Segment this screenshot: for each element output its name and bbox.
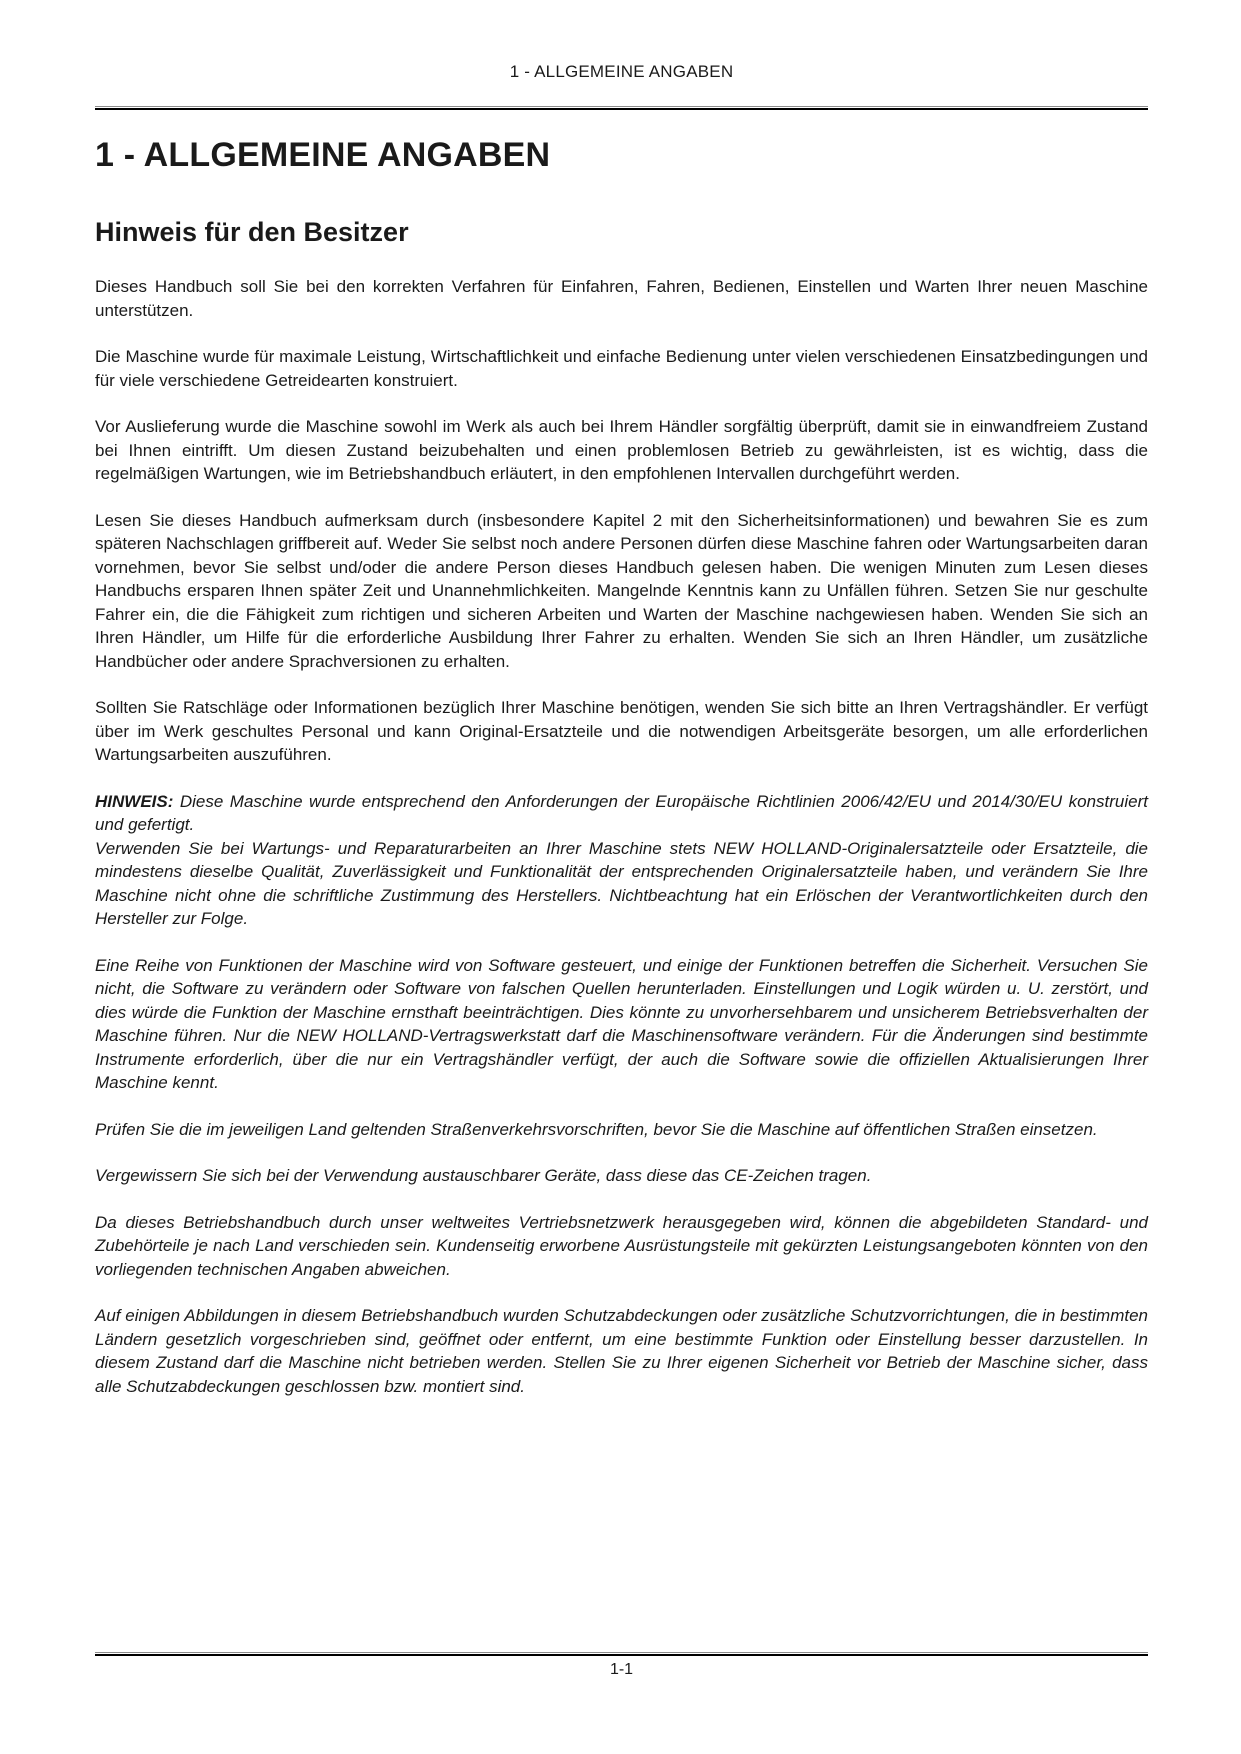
paragraph-pre-delivery: Vor Auslieferung wurde die Maschine sowohl im Werk als auch bei Ihrem Händler sorgfältig überprüft, damit sie in einwandfreiem Zustand bei Ihnen eintrifft. Um diesen Zustand beizubehalten und einen problemlosen Betrieb zu gewährleisten, ist es wichtig, dass die regelmäßigen Wartungen, wie im Betriebshandbuch erläutert, in den empfohlenen Intervallen durchgeführt werden.	[95, 417, 1148, 484]
paragraph-intro: Dieses Handbuch soll Sie bei den korrekten Verfahren für Einfahren, Fahren, Bedienen, Einstellen und Warten Ihrer neuen Maschine unterstützen.	[95, 277, 1148, 320]
paragraph-read-manual: Lesen Sie dieses Handbuch aufmerksam durch (insbesondere Kapitel 2 mit den Sicherheitsinformationen) und bewahren Sie es zum späteren Nachschlagen griffbereit auf. Weder Sie selbst noch andere Personen dürfen diese Maschine fahren oder Wartungsarbeiten daran vornehmen, bevor Sie selbst und/oder die andere Person dieses Handbuch gelesen haben. Die wenigen Minuten zum Lesen dieses Handbuchs ersparen Ihnen später Zeit und Unannehmlichkeiten. Mangelnde Kenntnis kann zu Unfällen führen. Setzen Sie nur geschulte Fahrer ein, die die Fähigkeit zum richtigen und sicheren Arbeiten und Warten der Maschine nachgewiesen haben. Wenden Sie sich an Ihren Händler, um Hilfe für die erforderliche Ausbildung Ihrer Fahrer zu erhalten. Wenden Sie sich an Ihren Händler, um zusätzliche Handbücher oder andere Sprachversionen zu erhalten.	[95, 510, 1148, 671]
paragraph-machine-design: Die Maschine wurde für maximale Leistung, Wirtschaftlichkeit und einfache Bedienung unter vielen verschiedenen Einsatzbedingungen und für viele verschiedene Getreidearten konstruiert.	[95, 347, 1148, 390]
paragraph-guards-shields: Auf einigen Abbildungen in diesem Betriebshandbuch wurden Schutzabdeckungen oder zusätzliche Schutzvorrichtungen, die in bestimmten Ländern gesetzlich vorgeschrieben sind, geöffnet oder entfernt, um eine bestimmte Funktion oder Einstellung besser darzustellen. In diesem Zustand darf die Maschine nicht betrieben werden. Stellen Sie zu Ihrer eigenen Sicherheit vor Betrieb der Maschine sicher, dass alle Schutzabdeckungen geschlossen bzw. montiert sind.	[95, 1306, 1148, 1396]
paragraph-dealer-advice: Sollten Sie Ratschläge oder Informationen bezüglich Ihrer Maschine benötigen, wenden Sie sich bitte an Ihren Vertragshändler. Er verfügt über im Werk geschultes Personal und kann Original-Ersatzteile und die notwendigen Arbeitsgeräte besorgen, um alle erforderlichen Wartungsarbeiten auszuführen.	[95, 698, 1148, 765]
header-rule-dark-line	[95, 108, 1148, 110]
note-text-original-parts: Verwenden Sie bei Wartungs- und Reparaturarbeiten an Ihrer Maschine stets NEW HOLLAND-Originalersatzteile oder Ersatzteile, die mindestens dieselbe Qualität, Zuverlässigkeit und Funktionalität der entsprechenden Originalersatzteile haben, und verändern Sie Ihre Maschine nicht ohne die schriftliche Zustimmung des Herstellers. Nichtbeachtung hat ein Erlöschen der Verantwortlichkeiten durch den Hersteller zur Folge.	[95, 838, 1148, 929]
running-header: 1 - ALLGEMEINE ANGABEN	[509, 62, 734, 81]
body-text	[95, 275, 1148, 1398]
chapter-title: 1 - ALLGEMEINE ANGABEN	[95, 136, 551, 174]
page-footer	[95, 1652, 1148, 1679]
note-label: HINWEIS:	[95, 791, 174, 811]
paragraph-distribution-network: Da dieses Betriebshandbuch durch unser weltweites Vertriebsnetzwerk herausgegeben wird, können die abgebildeten Standard- und Zubehörteile je nach Land verschieden sein. Kundenseitig erworbene Ausrüstungsteile mit gekürzten Leistungsangeboten könnten von den vorliegenden technischen Angaben abweichen.	[95, 1212, 1148, 1279]
note-block	[95, 790, 1148, 931]
note-text-directives: Diese Maschine wurde entsprechend den Anforderungen der Europäische Richtlinien 2006/42/EU und 2014/30/EU konstruiert und gefertigt.	[95, 791, 1148, 835]
paragraph-ce-mark: Vergewissern Sie sich bei der Verwendung austauschbarer Geräte, dass diese das CE-Zeichen tragen.	[95, 1166, 872, 1186]
note-line-original-parts	[95, 837, 1148, 931]
paragraph-road-rules: Prüfen Sie die im jeweiligen Land geltenden Straßenverkehrsvorschriften, bevor Sie die Maschine auf öffentlichen Straßen einsetzen.	[95, 1119, 1098, 1139]
paragraph-software: Eine Reihe von Funktionen der Maschine wird von Software gesteuert, und einige der Funktionen betreffen die Sicherheit. Versuchen Sie nicht, die Software zu verändern oder Software von falschen Quellen herunterladen. Einstellungen und Logik würden u. U. zerstört, und dies würde die Funktion der Maschine ernsthaft beeinträchtigen. Dies könnte zu unvorhersehbarem und unsicherem Betriebsverhalten der Maschine führen. Nur die NEW HOLLAND-Vertragswerkstatt darf die Maschinensoftware verändern. Für die Änderungen sind bestimmte Instrumente erforderlich, über die nur ein Vertragshändler verfügt, der auch die Software sowie die offiziellen Aktualisierungen Ihrer Maschine kennt.	[95, 955, 1148, 1093]
footer-rule	[95, 1652, 1148, 1656]
page-number: 1-1	[609, 1661, 634, 1678]
header-rule	[95, 106, 1148, 110]
note-line-directives	[95, 790, 1148, 837]
section-title: Hinweis für den Besitzer	[95, 216, 409, 247]
footer-rule-dark-line	[95, 1654, 1148, 1656]
